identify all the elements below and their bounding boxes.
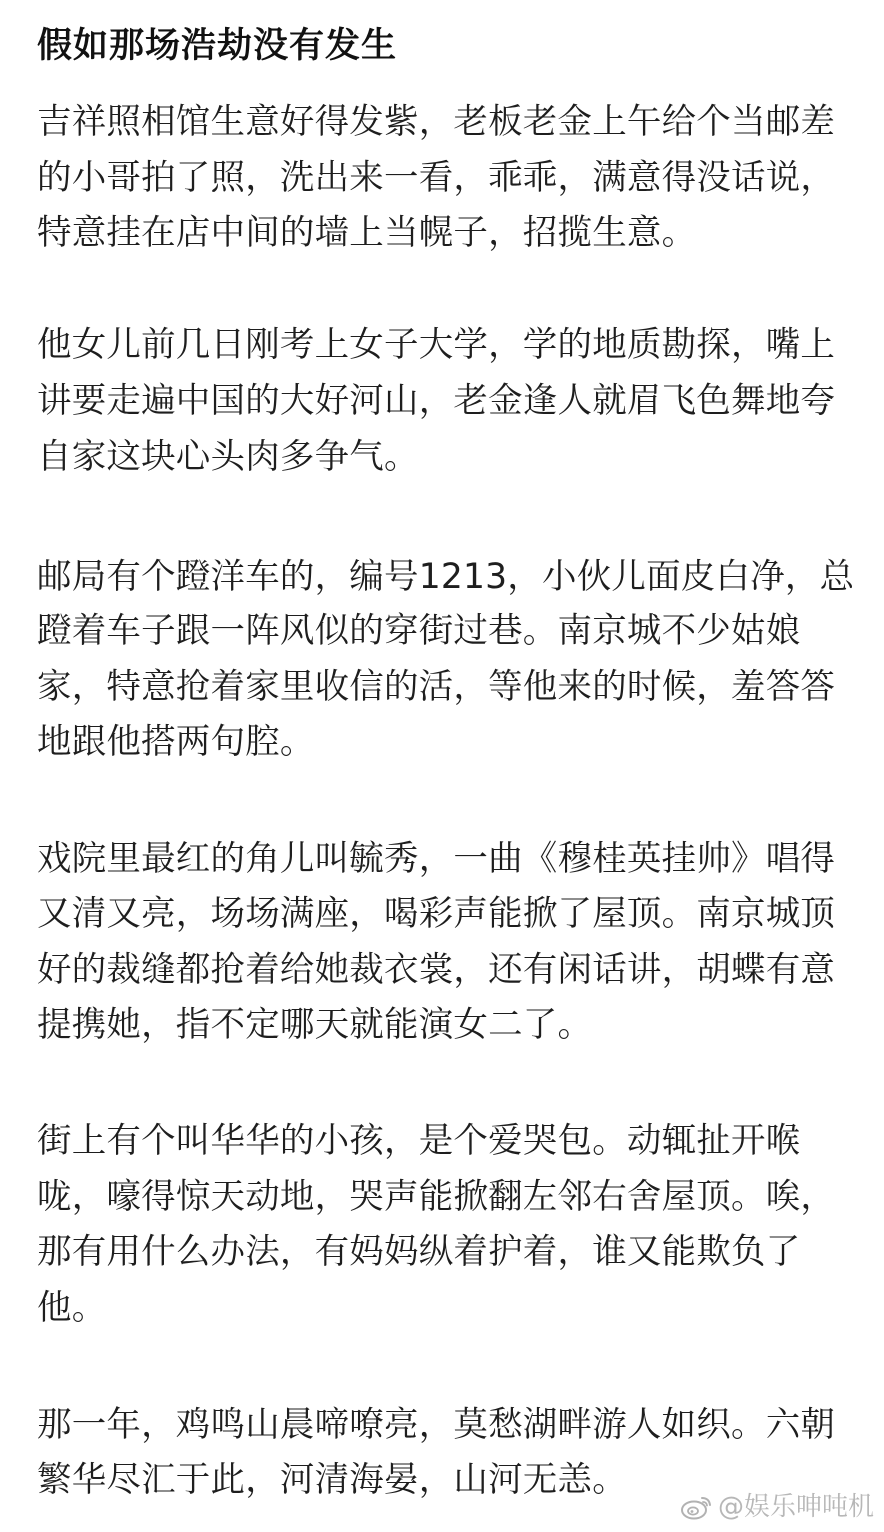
paragraph-line: 特意挂在店中间的墙上当幌子，招揽生意。 bbox=[37, 213, 697, 253]
paragraph-line: 好的裁缝都抢着给她裁衣裳，还有闲话讲，胡蝶有意 bbox=[37, 950, 836, 990]
paragraph-line: 提携她，指不定哪天就能演女二了。 bbox=[37, 1005, 593, 1045]
paragraph-line: 家，特意抢着家里收信的活，等他来的时候，羞答答 bbox=[37, 667, 836, 707]
paragraph-line: 的小哥拍了照，洗出来一看，乖乖，满意得没话说， bbox=[37, 158, 836, 198]
watermark bbox=[680, 1490, 874, 1524]
paragraph-line: 他。 bbox=[37, 1288, 107, 1328]
weibo-logo-icon bbox=[680, 1493, 714, 1521]
paragraph-line: 吉祥照相馆生意好得发紫，老板老金上午给个当邮差 bbox=[37, 102, 836, 142]
paragraph-line: 自家这块心头肉多争气。 bbox=[37, 437, 419, 477]
paragraph-line: 邮局有个蹬洋车的，编号1213，小伙儿面皮白净，总 bbox=[37, 557, 855, 597]
paragraph-line: 繁华尽汇于此，河清海晏，山河无恙。 bbox=[37, 1460, 627, 1500]
paragraph-line: 又清又亮，场场满座，喝彩声能掀了屋顶。南京城顶 bbox=[37, 894, 836, 934]
paragraph-line: 咙，嚎得惊天动地，哭声能掀翻左邻右舍屋顶。唉， bbox=[37, 1177, 836, 1217]
paragraph-line: 街上有个叫华华的小孩，是个爱哭包。动辄扯开喉 bbox=[37, 1121, 801, 1161]
watermark-text: @娱乐呻吨机 bbox=[717, 1492, 874, 1522]
paragraph-line: 他女儿前几日刚考上女子大学，学的地质勘探，嘴上 bbox=[37, 325, 836, 365]
paragraph-line: 戏院里最红的角儿叫毓秀，一曲《穆桂英挂帅》唱得 bbox=[37, 839, 836, 879]
paragraph-line: 那一年，鸡鸣山晨啼嘹亮，莫愁湖畔游人如织。六朝 bbox=[37, 1405, 836, 1445]
paragraph-line: 蹬着车子跟一阵风似的穿街过巷。南京城不少姑娘 bbox=[37, 611, 801, 651]
article-title: 假如那场浩劫没有发生 bbox=[37, 26, 398, 66]
paragraph-line: 讲要走遍中国的大好河山，老金逢人就眉飞色舞地夸 bbox=[37, 381, 836, 421]
paragraph-line: 那有用什么办法，有妈妈纵着护着，谁又能欺负了 bbox=[37, 1232, 801, 1272]
paragraph-line: 地跟他搭两句腔。 bbox=[37, 722, 315, 762]
